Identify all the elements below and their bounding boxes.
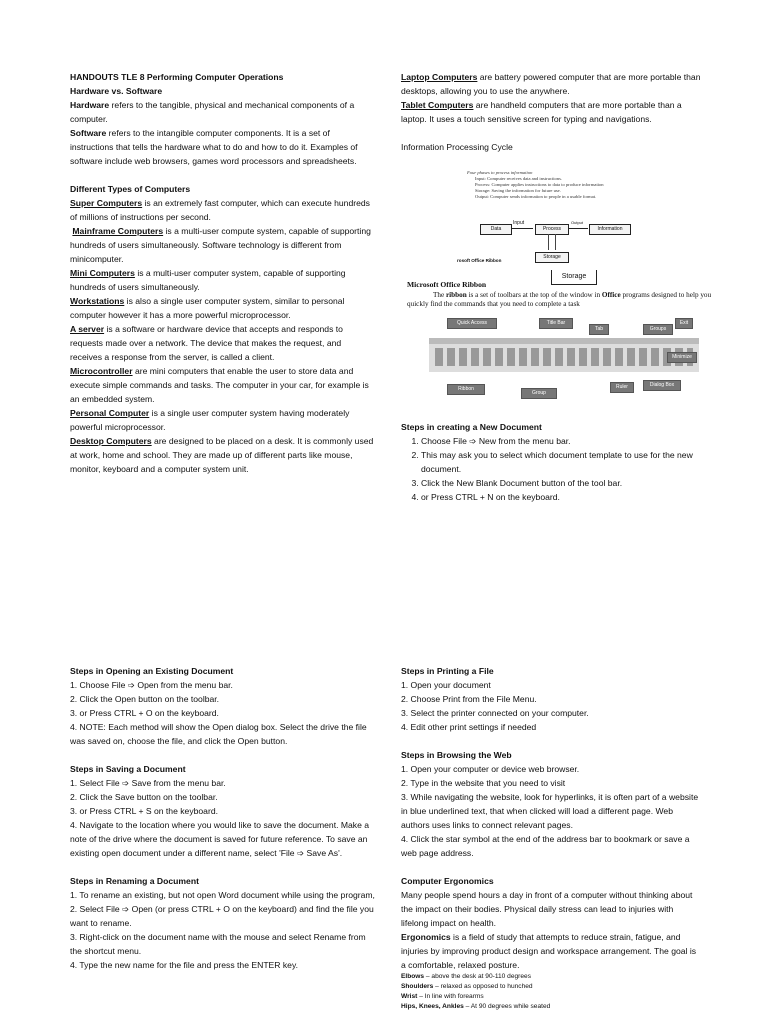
type-item xyxy=(70,196,375,224)
new-doc-steps xyxy=(401,434,701,504)
ergo-definition: is a field of study that attempts to reduce strain, fatigue, and injuries by improving product design and workspace arrangement. The goal is a comfortable, relaxed posture. xyxy=(401,932,697,970)
type-item xyxy=(70,224,375,266)
callout-group: Group xyxy=(521,388,557,399)
ipc-storage-text: Storage: Saving the information for future use. xyxy=(475,188,561,193)
ergo-intro: Many people spend hours a day in front of a computer without thinking about the impact on their bodies. Physical daily stress can lead to injuries with lifelong impact on health. xyxy=(401,890,693,928)
callout-ruler: Ruler xyxy=(610,382,634,393)
ipc-process-box: Process xyxy=(535,224,569,235)
new-doc-heading: Steps in creating a New Document xyxy=(401,422,542,432)
ipc-storage-box: Storage xyxy=(535,252,569,263)
ipc-information-box: Information xyxy=(589,224,631,235)
ergo-list xyxy=(401,972,701,1012)
type-term: A server xyxy=(70,324,105,334)
ipc-intro: Four phases to process information xyxy=(467,170,533,175)
callout-ribbon: Ribbon xyxy=(447,384,485,395)
type-term: Desktop Computers xyxy=(70,436,152,446)
ergo-paragraph xyxy=(401,930,701,972)
ergo-text: – At 90 degrees while seated xyxy=(463,1003,551,1010)
laptop-term: Laptop Computers xyxy=(401,72,478,82)
rename-heading: Steps in Renaming a Document xyxy=(70,876,199,886)
ribbon-desc-bold: ribbon xyxy=(445,291,467,299)
type-item xyxy=(70,322,375,364)
list-item xyxy=(401,1002,701,1012)
list-item: 3. While navigating the website, look for hyperlinks, it is often part of a website in blue underlined text, that when clicked will load a different page. Web authors uses links to connect relevant pages. xyxy=(401,792,699,830)
type-term: Personal Computer xyxy=(70,408,150,418)
ipc-storage-large: Storage xyxy=(551,270,597,285)
ipc-heading: Information Processing Cycle xyxy=(401,142,513,152)
ergo-label: Wrist xyxy=(401,993,418,1000)
left-column-bottom xyxy=(70,664,375,972)
left-column-top xyxy=(70,70,375,476)
ipc-process-text: Process: Computer applies instructions to data to produce information xyxy=(475,182,604,187)
software-term: Software xyxy=(70,128,107,138)
list-item: 2. Click the Save button on the toolbar. xyxy=(70,792,218,802)
ipc-input-text: Input: Computer receives data and instructions. xyxy=(475,176,563,181)
tablet-definition: are handheld computers that are more portable than a laptop. It uses a touch sensitive screen for typing and navigations. xyxy=(401,100,682,124)
callout-title-bar: Title Bar xyxy=(539,318,573,329)
type-item xyxy=(70,266,375,294)
type-term: Microcontroller xyxy=(70,366,133,376)
ergo-label: Shoulders xyxy=(401,983,434,990)
right-column-bottom xyxy=(401,664,701,1012)
ergo-text: – above the desk at 90-110 degrees xyxy=(424,973,532,980)
callout-minimize: Minimize xyxy=(667,352,697,363)
list-item: 3. Select the printer connected on your computer. xyxy=(401,708,589,718)
ipc-arrow xyxy=(511,228,533,229)
list-item: 4. Click the star symbol at the end of the address bar to bookmark or save a web page address. xyxy=(401,834,690,858)
ipc-arrow xyxy=(568,228,588,229)
open-heading: Steps in Opening an Existing Document xyxy=(70,666,234,676)
types-heading: Different Types of Computers xyxy=(70,184,191,194)
ribbon-desc-text: The xyxy=(433,291,446,299)
ipc-figure-text xyxy=(467,170,604,200)
ipc-overlap-label: rosoft Office Ribbon xyxy=(457,258,502,263)
ipc-output-text: Output: Computer sends information to people in a usable format. xyxy=(475,194,597,199)
ipc-output-label: Output xyxy=(571,220,584,225)
list-item: 2. This may ask you to select which document template to use for the new document. xyxy=(421,448,701,476)
list-item: 4. Type the new name for the file and press the ENTER key. xyxy=(70,960,299,970)
type-definition: are mini computers that enable the user to store data and execute simple commands and tasks. The computer in your car, for example is an embedded system. xyxy=(70,366,369,404)
ribbon-tabs-strip xyxy=(429,338,699,344)
list-item: 3. or Press CTRL + S on the keyboard. xyxy=(70,806,218,816)
ribbon-desc-bold: Office xyxy=(601,291,621,299)
ergo-label: Elbows xyxy=(401,973,425,980)
tablet-paragraph xyxy=(401,98,701,126)
ergo-heading: Computer Ergonomics xyxy=(401,876,494,886)
list-item: 4. Edit other print settings if needed xyxy=(401,722,537,732)
callout-quick-access: Quick Access xyxy=(447,318,497,329)
browse-heading: Steps in Browsing the Web xyxy=(401,750,512,760)
list-item: 2. Choose Print from the File Menu. xyxy=(401,694,537,704)
laptop-definition: are battery powered computer that are more portable than desktops, allowing you to use the anywhere. xyxy=(401,72,701,96)
ipc-input-label: Input xyxy=(513,220,525,226)
type-item xyxy=(70,364,375,406)
type-definition: is an extremely fast computer, which can execute hundreds of millions of instructions per second. xyxy=(70,198,370,222)
tablet-term: Tablet Computers xyxy=(401,100,474,110)
type-definition: are designed to be placed on a desk. It is commonly used at work, home and school. They are made up of different parts like mouse, monitor, keyboard and a computer system unit. xyxy=(70,436,374,474)
callout-tab: Tab xyxy=(589,324,609,335)
hardware-definition: refers to the tangible, physical and mechanical components of a computer. xyxy=(70,100,355,124)
type-item xyxy=(70,294,375,322)
list-item: 3. Click the New Blank Document button of the tool bar. xyxy=(421,476,701,490)
software-paragraph xyxy=(70,126,375,168)
type-definition: is a multi-user compute system, capable of supporting hundreds of users simultaneously. Software technology is different from minicomputer. xyxy=(70,226,371,264)
list-item: 1. Open your document xyxy=(401,680,491,690)
ribbon-title: Microsoft Office Ribbon xyxy=(407,280,487,289)
list-item: 2. Click the Open button on the toolbar. xyxy=(70,694,220,704)
ergo-text: – In line with forearms xyxy=(417,993,484,1000)
ipc-data-box: Data xyxy=(480,224,512,235)
type-term: Super Computers xyxy=(70,198,143,208)
type-term: Mini Computers xyxy=(70,268,135,278)
ribbon-screenshot xyxy=(429,338,699,372)
save-heading: Steps in Saving a Document xyxy=(70,764,186,774)
callout-groups: Groups xyxy=(643,324,673,335)
ergo-term: Ergonomics xyxy=(401,932,451,942)
list-item: 3. Right-click on the document name with the mouse and select Rename from the shortcut menu. xyxy=(70,932,366,956)
list-item: 2. Select File ➩ Open (or press CTRL + O on the keyboard) and find the file you want to rename. xyxy=(70,904,374,928)
print-heading: Steps in Printing a File xyxy=(401,666,494,676)
right-column-top xyxy=(401,70,701,154)
list-item: 3. or Press CTRL + O on the keyboard. xyxy=(70,708,219,718)
ipc-storage-arrow xyxy=(548,234,556,250)
type-definition: is a multi-user computer system, capable of supporting hundreds of users simultaneously. xyxy=(70,268,346,292)
type-item xyxy=(70,434,375,476)
section-subtitle: Hardware vs. Software xyxy=(70,86,163,96)
type-term: Mainframe Computers xyxy=(72,226,164,236)
software-definition: refers to the intangible computer components. It is a set of instructions that tells the hardware what to do and how to do it. Examples of software include web browsers, games word processors and spreadsheets. xyxy=(70,128,358,166)
list-item xyxy=(401,972,701,982)
list-item: 4. NOTE: Each method will show the Open dialog box. Select the drive the file was saved on, choose the file, and click the Open button. xyxy=(70,722,367,746)
ipc-figure xyxy=(455,170,705,290)
ergo-text: – relaxed as opposed to hunched xyxy=(433,983,533,990)
ergo-label: Hips, Knees, Ankles xyxy=(401,1003,464,1010)
list-item: 4. or Press CTRL + N on the keyboard. xyxy=(421,490,701,504)
hardware-paragraph xyxy=(70,98,375,126)
ribbon-tool-icons xyxy=(435,348,693,366)
type-term: Workstations xyxy=(70,296,125,306)
type-definition: is a single user computer system having moderately powerful microprocessor. xyxy=(70,408,350,432)
ribbon-desc-text: programs designed to help you quickly find the commands that you need to complete a task xyxy=(407,291,712,308)
list-item xyxy=(401,982,701,992)
list-item: 1. Select File ➩ Save from the menu bar. xyxy=(70,778,226,788)
new-document-section xyxy=(401,420,701,504)
list-item: 1. Open your computer or device web browser. xyxy=(401,764,580,774)
list-item: 4. Navigate to the location where you would like to save the document. Make a note of the drive where the document is saved for future reference. To save an existing open document under a different name, select 'File ➩ Save As'. xyxy=(70,820,370,858)
type-definition: is also a single user computer system, similar to personal computer however it has a more powerful microprocessor. xyxy=(70,296,345,320)
list-item: 1. Choose File ➩ New from the menu bar. xyxy=(421,434,701,448)
ribbon-figure xyxy=(405,280,727,400)
callout-dialog-box: Dialog Box xyxy=(643,380,681,391)
callout-exit: Exit xyxy=(675,318,693,329)
type-definition: is a software or hardware device that accepts and responds to requests made over a network. The device that makes the request, and receives a response from the server, is called a client. xyxy=(70,324,343,362)
type-item xyxy=(70,406,375,434)
laptop-paragraph xyxy=(401,70,701,98)
list-item: 1. To rename an existing, but not open Word document while using the program, xyxy=(70,890,375,900)
list-item xyxy=(401,992,701,1002)
list-item: 1. Choose File ➩ Open from the menu bar. xyxy=(70,680,233,690)
ribbon-desc-text: is a set of toolbars at the top of the window in xyxy=(466,291,602,299)
list-item: 2. Type in the website that you need to visit xyxy=(401,778,566,788)
handout-title: HANDOUTS TLE 8 Performing Computer Operations xyxy=(70,72,284,82)
hardware-term: Hardware xyxy=(70,100,110,110)
ribbon-description xyxy=(407,291,729,309)
